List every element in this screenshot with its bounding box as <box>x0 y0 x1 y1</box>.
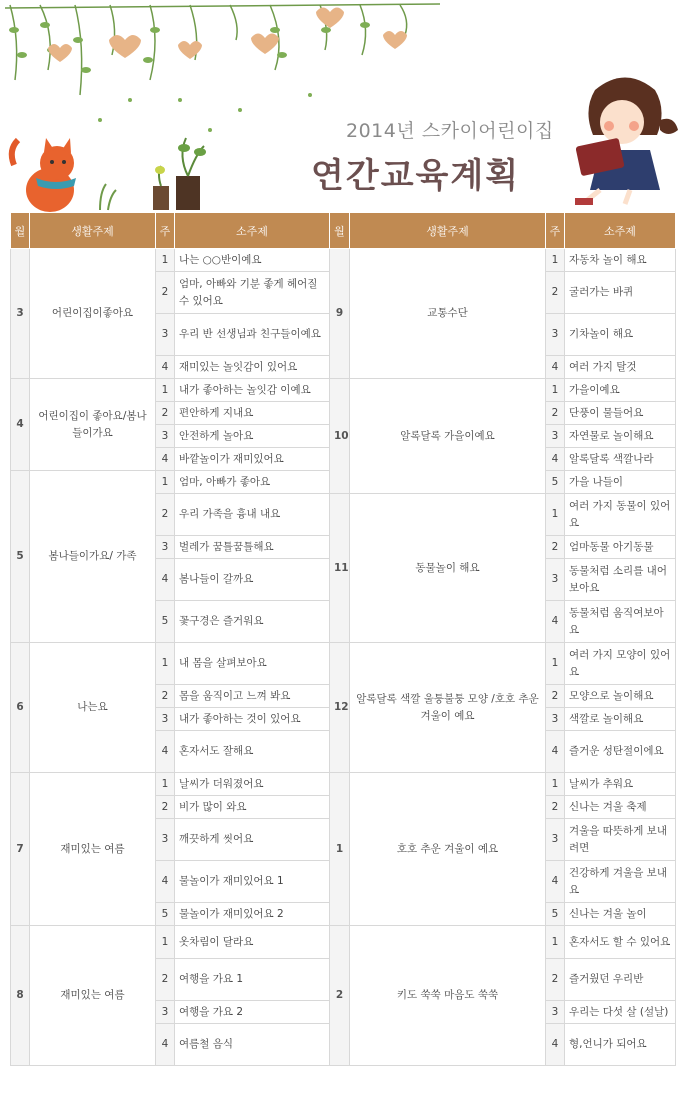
week-number: 2 <box>156 272 175 314</box>
topic-cell: 엄마동물 아기동물 <box>565 536 676 559</box>
topic-cell: 단풍이 물들어요 <box>565 402 676 425</box>
month-cell: 10 <box>330 379 350 494</box>
table-body <box>11 249 676 1066</box>
topic-cell: 즐거웠던 우리반 <box>565 959 676 1001</box>
week-number: 4 <box>546 861 565 903</box>
topic-cell: 가을 나들이 <box>565 471 676 494</box>
topic-cell: 안전하게 놀아요 <box>175 425 330 448</box>
week-number: 4 <box>156 861 175 903</box>
week-number: 1 <box>156 926 175 959</box>
month-cell: 12 <box>330 643 350 773</box>
month-cell: 6 <box>11 643 30 773</box>
topic-cell: 우리 반 선생님과 친구들이예요 <box>175 314 330 356</box>
table-row <box>11 249 676 272</box>
table-row <box>11 643 676 685</box>
topic-cell: 꽃구경은 즐거워요 <box>175 601 330 643</box>
week-number: 1 <box>546 249 565 272</box>
week-number: 2 <box>156 402 175 425</box>
week-number: 3 <box>156 819 175 861</box>
week-number: 1 <box>546 773 565 796</box>
table-row <box>11 926 676 959</box>
topic-cell: 여행을 가요 2 <box>175 1001 330 1024</box>
week-number: 2 <box>156 494 175 536</box>
week-number: 3 <box>546 314 565 356</box>
week-number: 2 <box>156 685 175 708</box>
topic-cell: 겨울을 따뜻하게 보내려면 <box>565 819 676 861</box>
page-title: 연간교육계획 <box>311 156 521 196</box>
topic-cell: 내 몸을 살펴보아요 <box>175 643 330 685</box>
topic-cell: 자연물로 놀이해요 <box>565 425 676 448</box>
header-theme: 생활주제 <box>350 213 546 249</box>
week-number: 2 <box>546 536 565 559</box>
topic-cell: 우리 가족을 흉내 내요 <box>175 494 330 536</box>
topic-cell: 물놀이가 재미있어요 1 <box>175 861 330 903</box>
theme-cell: 어린이집이 좋아요/봄나들이가요 <box>30 379 156 471</box>
header-month: 월 <box>11 213 30 249</box>
topic-cell: 날씨가 더워졌어요 <box>175 773 330 796</box>
topic-cell: 자동차 놀이 해요 <box>565 249 676 272</box>
topic-cell: 건강하게 겨울을 보내요 <box>565 861 676 903</box>
topic-cell: 여러 가지 모양이 있어요 <box>565 643 676 685</box>
week-number: 4 <box>156 448 175 471</box>
week-number: 4 <box>546 1024 565 1066</box>
topic-cell: 굴러가는 바퀴 <box>565 272 676 314</box>
week-number: 1 <box>546 494 565 536</box>
week-number: 2 <box>546 272 565 314</box>
week-number: 5 <box>156 903 175 926</box>
week-number: 1 <box>156 471 175 494</box>
topic-cell: 바깥놀이가 재미있어요 <box>175 448 330 471</box>
topic-cell: 몸을 움직이고 느껴 봐요 <box>175 685 330 708</box>
week-number: 3 <box>546 559 565 601</box>
theme-cell: 교통수단 <box>350 249 546 379</box>
topic-cell: 우리는 다섯 살 (설날) <box>565 1001 676 1024</box>
topic-cell: 알록달록 색깔나라 <box>565 448 676 471</box>
week-number: 1 <box>156 379 175 402</box>
topic-cell: 혼자서도 할 수 있어요 <box>565 926 676 959</box>
table-header-row <box>11 213 676 249</box>
header-topic: 소주제 <box>565 213 676 249</box>
month-cell: 11 <box>330 494 350 643</box>
week-number: 4 <box>156 559 175 601</box>
topic-cell: 깨끗하게 씻어요 <box>175 819 330 861</box>
week-number: 3 <box>546 819 565 861</box>
theme-cell: 알록달록 가을이예요 <box>350 379 546 494</box>
topic-cell: 모양으로 놀이해요 <box>565 685 676 708</box>
week-number: 2 <box>156 796 175 819</box>
topic-cell: 형,언니가 되어요 <box>565 1024 676 1066</box>
week-number: 1 <box>156 249 175 272</box>
topic-cell: 가을이예요 <box>565 379 676 402</box>
header-month: 월 <box>330 213 350 249</box>
table-row <box>11 379 676 402</box>
week-number: 4 <box>546 448 565 471</box>
topic-cell: 색깔로 놀이해요 <box>565 708 676 731</box>
week-number: 4 <box>546 356 565 379</box>
header-theme: 생활주제 <box>30 213 156 249</box>
week-number: 4 <box>156 1024 175 1066</box>
topic-cell: 여러 가지 탈것 <box>565 356 676 379</box>
topic-cell: 내가 좋아하는 놀잇감 이예요 <box>175 379 330 402</box>
topic-cell: 여러 가지 동물이 있어요 <box>565 494 676 536</box>
theme-cell: 호호 추운 겨울이 예요 <box>350 773 546 926</box>
topic-cell: 여행을 가요 1 <box>175 959 330 1001</box>
week-number: 4 <box>546 601 565 643</box>
header-banner <box>0 0 695 212</box>
month-cell: 2 <box>330 926 350 1066</box>
topic-cell: 신나는 겨울 축제 <box>565 796 676 819</box>
annual-plan-table <box>10 212 676 1066</box>
week-number: 3 <box>546 708 565 731</box>
month-cell: 5 <box>11 471 30 643</box>
month-cell: 9 <box>330 249 350 379</box>
month-cell: 3 <box>11 249 30 379</box>
week-number: 3 <box>546 425 565 448</box>
topic-cell: 내가 좋아하는 것이 있어요 <box>175 708 330 731</box>
topic-cell: 날씨가 추워요 <box>565 773 676 796</box>
week-number: 2 <box>546 402 565 425</box>
topic-cell: 엄마, 아빠가 좋아요 <box>175 471 330 494</box>
topic-cell: 물놀이가 재미있어요 2 <box>175 903 330 926</box>
week-number: 1 <box>156 773 175 796</box>
topic-cell: 옷차림이 달라요 <box>175 926 330 959</box>
topic-cell: 봄나들이 갈까요 <box>175 559 330 601</box>
table-row <box>11 773 676 796</box>
topic-cell: 기차놀이 해요 <box>565 314 676 356</box>
month-cell: 1 <box>330 773 350 926</box>
week-number: 5 <box>546 903 565 926</box>
theme-cell: 재미있는 여름 <box>30 773 156 926</box>
topic-cell: 나는 ○○반이예요 <box>175 249 330 272</box>
week-number: 4 <box>156 356 175 379</box>
week-number: 3 <box>156 425 175 448</box>
month-cell: 4 <box>11 379 30 471</box>
week-number: 1 <box>546 643 565 685</box>
page-subtitle: 2014년 스카이어린이집 <box>346 120 554 142</box>
month-cell: 8 <box>11 926 30 1066</box>
topic-cell: 동물처럼 소리를 내어보아요 <box>565 559 676 601</box>
theme-cell: 어린이집이좋아요 <box>30 249 156 379</box>
week-number: 3 <box>546 1001 565 1024</box>
header-topic: 소주제 <box>175 213 330 249</box>
header-week: 주 <box>156 213 175 249</box>
theme-cell: 알록달록 색깔 울퉁불퉁 모양 /호호 추운 겨울이 예요 <box>350 643 546 773</box>
theme-cell: 나는요 <box>30 643 156 773</box>
topic-cell: 동물처럼 움직여보아요 <box>565 601 676 643</box>
week-number: 4 <box>156 731 175 773</box>
theme-cell: 동물놀이 해요 <box>350 494 546 643</box>
week-number: 5 <box>156 601 175 643</box>
month-cell: 7 <box>11 773 30 926</box>
topic-cell: 재미있는 놀잇감이 있어요 <box>175 356 330 379</box>
week-number: 3 <box>156 1001 175 1024</box>
week-number: 4 <box>546 731 565 773</box>
week-number: 2 <box>546 796 565 819</box>
topic-cell: 즐거운 성탄절이에요 <box>565 731 676 773</box>
week-number: 2 <box>546 685 565 708</box>
week-number: 1 <box>156 643 175 685</box>
week-number: 3 <box>156 536 175 559</box>
topic-cell: 편안하게 지내요 <box>175 402 330 425</box>
week-number: 3 <box>156 314 175 356</box>
topic-cell: 여름철 음식 <box>175 1024 330 1066</box>
week-number: 5 <box>546 471 565 494</box>
week-number: 3 <box>156 708 175 731</box>
week-number: 2 <box>156 959 175 1001</box>
topic-cell: 벌레가 꿈틀꿈틀해요 <box>175 536 330 559</box>
week-number: 2 <box>546 959 565 1001</box>
theme-cell: 키도 쑥쑥 마음도 쑥쑥 <box>350 926 546 1066</box>
topic-cell: 신나는 겨울 놀이 <box>565 903 676 926</box>
topic-cell: 비가 많이 와요 <box>175 796 330 819</box>
theme-cell: 봄나들이가요/ 가족 <box>30 471 156 643</box>
topic-cell: 혼자서도 잘해요 <box>175 731 330 773</box>
topic-cell: 엄마, 아빠와 기분 좋게 헤어질 수 있어요 <box>175 272 330 314</box>
week-number: 1 <box>546 379 565 402</box>
week-number: 1 <box>546 926 565 959</box>
theme-cell: 재미있는 여름 <box>30 926 156 1066</box>
header-week: 주 <box>546 213 565 249</box>
